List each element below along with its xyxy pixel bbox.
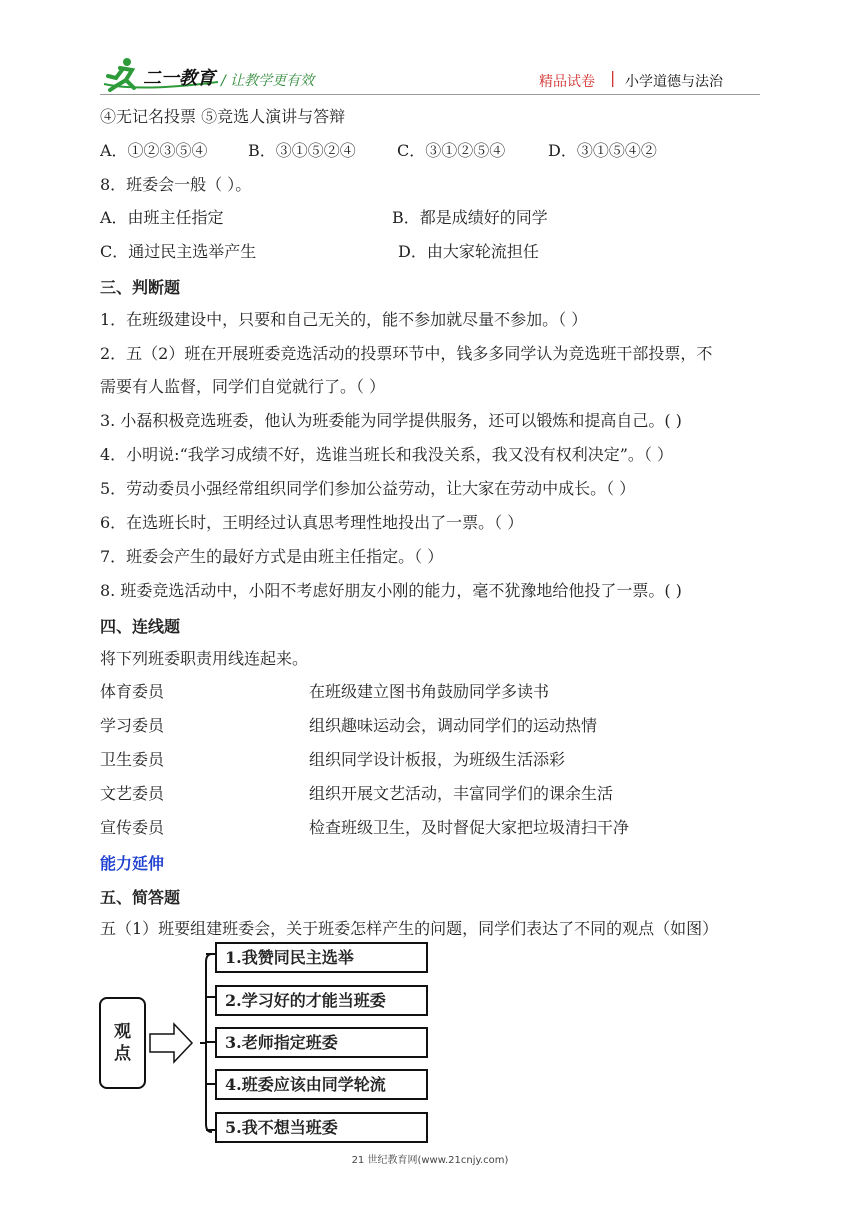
section5-stem: 五（1）班要组建班委会，关于班委怎样产生的问题，同学们表达了不同的观点（如图） [100,919,719,938]
judge-item-1: 1．在班级建设中，只要和自己无关的，能不参加就尽量不参加。（ ） [100,310,588,329]
viewpoint-label-box [99,997,146,1089]
role-left-4: 文艺委员 [100,784,165,803]
section5-title: 五、简答题 [100,888,181,907]
extension-title: 能力延伸 [100,854,165,873]
duty-right-1: 在班级建立图书角鼓励同学多读书 [309,682,550,701]
q7-option-a: A．①②③⑤④ [100,141,208,160]
slogan: / 让教学更有效 [221,73,315,89]
role-left-2: 学习委员 [100,716,165,735]
q7-option-c: C．③①②⑤④ [397,141,506,160]
section4-title: 四、连线题 [100,617,181,636]
q8-stem: 8．班委会一般（ ）。 [100,175,252,194]
section3-title: 三、判断题 [100,278,181,297]
judge-item-4: 4．小明说:“我学习成绩不好，选谁当班长和我没关系，我又没有权利决定”。（ ） [100,445,674,464]
header-divider [100,94,760,95]
right-arrow-icon [150,1024,192,1062]
header-category: 精品试卷 [539,74,595,90]
duty-right-3: 组织同学设计板报，为班级生活添彩 [309,750,566,769]
opinion-box-4: 4.班委应该由同学轮流 [215,1069,428,1100]
section4-instruction: 将下列班委职责用线连起来。 [100,649,309,668]
q8-option-d: D．由大家轮流担任 [398,242,539,261]
judge-item-2-cont: 需要有人监督，同学们自觉就行了。（ ） [100,377,386,396]
judge-item-7: 7．班委会产生的最好方式是由班主任指定。（ ） [100,547,444,566]
judge-item-6: 6．在选班长时，王明经过认真思考理性地投出了一票。（ ） [100,513,524,532]
q8-option-b: B．都是成绩好的同学 [392,208,548,227]
judge-item-8: 8. 班委竞选活动中，小阳不考虑好朋友小刚的能力，毫不犹豫地给他投了一票。( ) [100,581,682,600]
judge-item-2: 2．五（2）班在开展班委竞选活动的投票环节中，钱多多同学认为竞选班干部投票，不 [100,344,713,363]
viewpoint-label-char-2: 点 [114,1044,131,1064]
opinion-box-1: 1.我赞同民主选举 [215,942,428,973]
logo-text: 二一教育 [143,68,215,89]
q7-options-line: ④无记名投票 ⑤竞选人演讲与答辩 [100,107,346,126]
duty-right-5: 检查班级卫生，及时督促大家把垃圾清扫干净 [309,818,630,837]
opinion-box-3: 3.老师指定班委 [215,1027,428,1058]
header-separator: | [610,68,616,87]
role-left-3: 卫生委员 [100,750,165,769]
role-left-5: 宣传委员 [100,818,165,837]
judge-item-3: 3. 小磊积极竞选班委，他认为班委能为同学提供服务，还可以锻炼和提高自己。( ) [100,411,682,430]
judge-item-5: 5．劳动委员小强经常组织同学们参加公益劳动，让大家在劳动中成长。（ ） [100,479,636,498]
header-subject: 小学道德与法治 [625,74,723,90]
q7-option-d: D．③①⑤④② [548,141,657,160]
role-left-1: 体育委员 [100,682,165,701]
duty-right-4: 组织开展文艺活动，丰富同学们的课余生活 [309,784,614,803]
opinion-box-2: 2.学习好的才能当班委 [215,985,428,1016]
q8-option-a: A．由班主任指定 [100,208,224,227]
duty-right-2: 组织趣味运动会，调动同学们的运动热情 [309,716,598,735]
opinion-box-5: 5.我不想当班委 [215,1112,428,1143]
viewpoint-label-char-1: 观 [114,1022,131,1042]
q7-option-b: B．③①⑤②④ [248,141,356,160]
page-footer: 21 世纪教育网(www.21cnjy.com) [351,1155,509,1166]
q8-option-c: C．通过民主选举产生 [100,242,257,261]
